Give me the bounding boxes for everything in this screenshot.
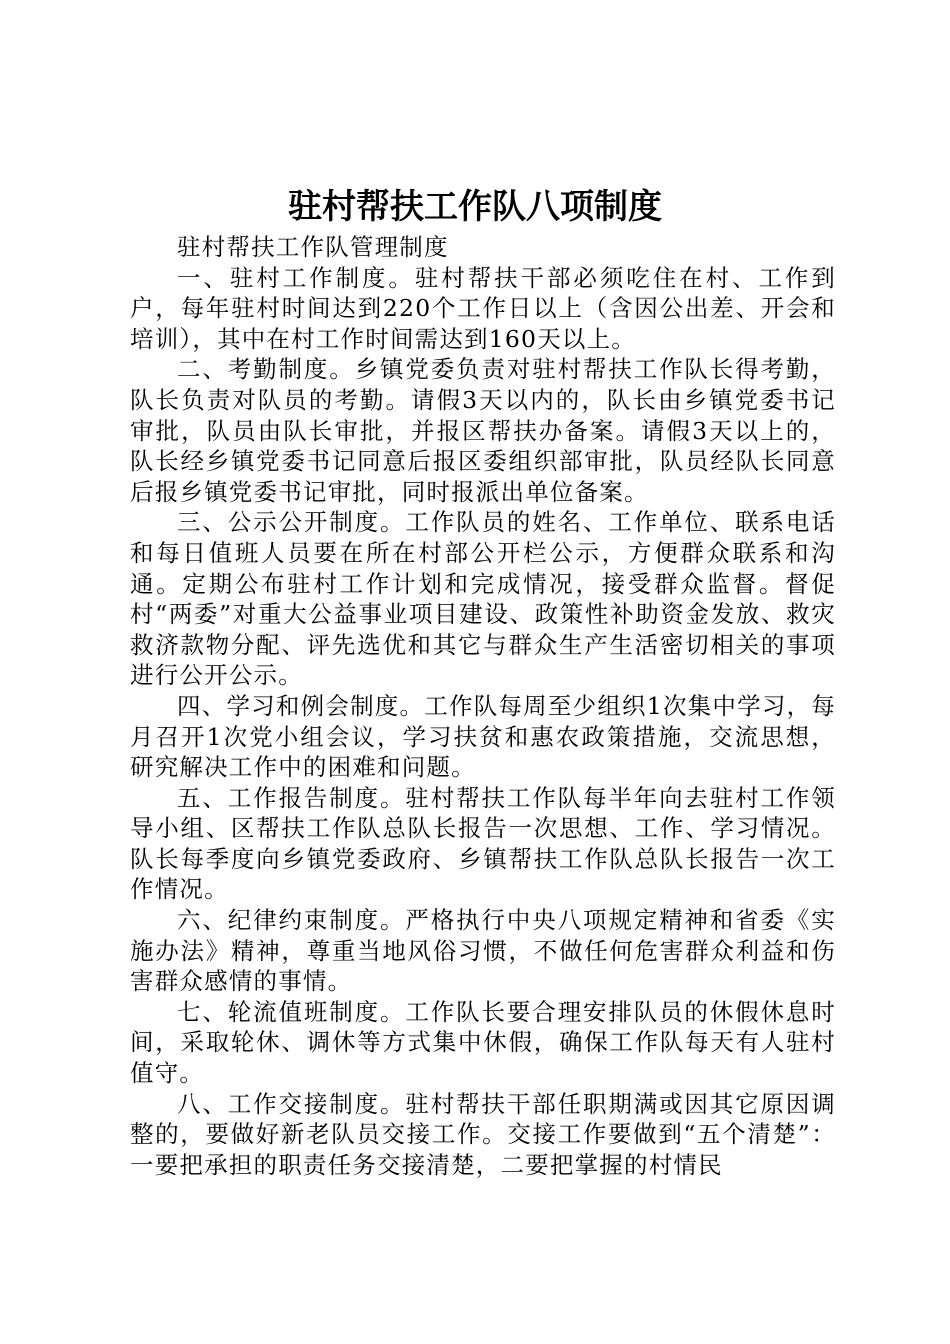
paragraph-6-discipline: 六、纪律约束制度。严格执行中央八项规定精神和省委《实施办法》精神，尊重当地风俗习惯，不做任何危害群众利益和伤害群众感情的事情。 — [130, 906, 836, 996]
document-body — [130, 232, 836, 1180]
paragraph-3-publicity: 三、公示公开制度。工作队员的姓名、工作单位、联系电话和每日值班人员要在所在村部公开栏公示，方便群众联系和沟通。定期公布驻村工作计划和完成情况，接受群众监督。督促村“两委”对重大公益事业项目建设、政策性补助资金发放、救灾救济款物分配、评先选优和其它与群众生产生活密切相关的事项进行公开公示。 — [130, 508, 836, 690]
document-title: 驻村帮扶工作队八项制度 — [288, 187, 662, 227]
paragraph-1-resident-work: 一、驻村工作制度。驻村帮扶干部必须吃住在村、工作到户，每年驻村时间达到220个工作日以上（含因公出差、开会和培训），其中在村工作时间需达到160天以上。 — [130, 263, 836, 353]
paragraph-8-handover: 八、工作交接制度。驻村帮扶干部任职期满或因其它原因调整的，要做好新老队员交接工作。交接工作要做到“五个清楚”：一要把承担的职责任务交接清楚，二要把掌握的村情民 — [130, 1089, 836, 1179]
paragraph-7-duty-rotation: 七、轮流值班制度。工作队长要合理安排队员的休假休息时间，采取轮休、调休等方式集中休假，确保工作队每天有人驻村值守。 — [130, 997, 836, 1088]
paragraph-5-reporting: 五、工作报告制度。驻村帮扶工作队每半年向去驻村工作领导小组、区帮扶工作队总队长报告一次思想、工作、学习情况。队长每季度向乡镇党委政府、乡镇帮扶工作队总队长报告一次工作情况。 — [130, 783, 836, 904]
paragraph-2-attendance: 二、考勤制度。乡镇党委负责对驻村帮扶工作队长得考勤，队长负责对队员的考勤。请假3天以内的，队长由乡镇党委书记审批，队员由队长审批，并报区帮扶办备案。请假3天以上的，队长经乡镇党委书记同意后报区委组织部审批，队员经队长同意后报乡镇党委书记审批，同时报派出单位备案。 — [130, 355, 836, 506]
document-subtitle: 驻村帮扶工作队管理制度 — [177, 233, 449, 261]
paragraph-4-study-meetings: 四、学习和例会制度。工作队每周至少组织1次集中学习，每月召开1次党小组会议，学习扶贫和惠农政策措施，交流思想，研究解决工作中的困难和问题。 — [130, 691, 836, 782]
